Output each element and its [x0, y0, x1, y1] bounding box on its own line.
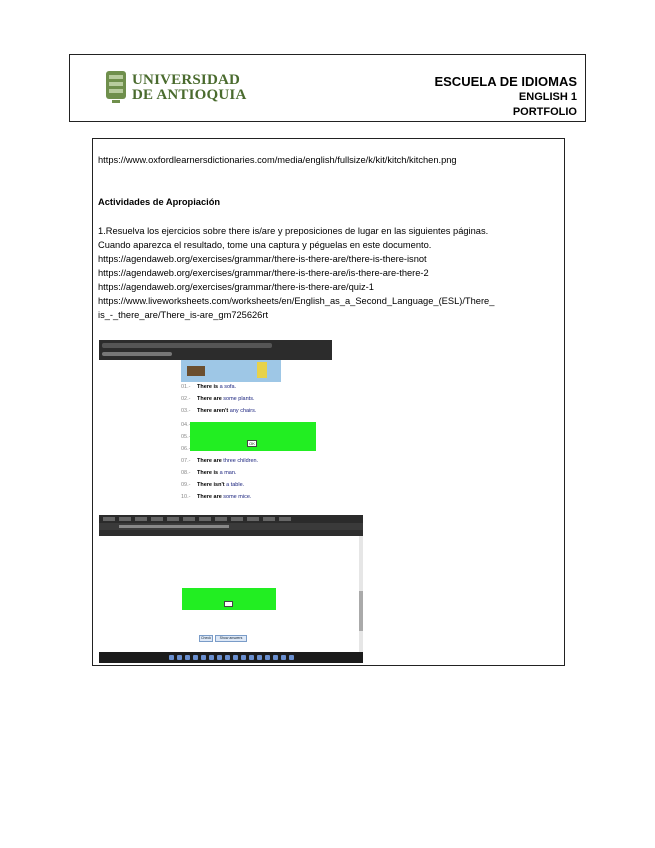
exercise-item	[181, 494, 251, 501]
content-box	[92, 138, 565, 666]
browser-bar	[99, 340, 332, 360]
exercise-rest: a table.	[224, 482, 245, 488]
exercise-number: 01.-	[181, 384, 191, 390]
university-name-line1: UNIVERSIDAD	[132, 72, 241, 88]
exercise-item	[181, 408, 256, 415]
ok-button[interactable]: OK	[247, 440, 257, 447]
document-header	[69, 54, 586, 122]
exercise-number: 10.-	[181, 494, 191, 500]
school-block	[434, 74, 577, 120]
exercise-answer: There are	[197, 396, 222, 402]
taskbar	[99, 652, 363, 663]
exercise-rest: a sofa.	[218, 384, 237, 390]
exercise-picture	[181, 360, 281, 382]
exercise-number: 08.-	[181, 470, 191, 476]
show-answers-button[interactable]: Show answers	[215, 635, 247, 642]
exercise-item	[181, 384, 236, 391]
exercise-number: 03.-	[181, 408, 191, 414]
exercise-link-4a[interactable]: https://www.liveworksheets.com/worksheets/en/English_as_a_Second_Language_(ESL)/There_	[98, 296, 495, 306]
exercise-link-3[interactable]: https://agendaweb.org/exercises/grammar/there-is-there-are/quiz-1	[98, 282, 374, 292]
address-bar	[99, 523, 363, 530]
exercise-link-1[interactable]: https://agendaweb.org/exercises/grammar/there-is-there-are/there-is-there-isnot	[98, 254, 427, 264]
scrollbar[interactable]	[359, 536, 363, 652]
exercise-number: 06.-	[181, 446, 191, 452]
exercise-number: 07.-	[181, 458, 191, 464]
exercise-answer: There isn't	[197, 482, 225, 488]
kitchen-link[interactable]: https://www.oxfordlearnersdictionaries.com/media/english/fullsize/k/kit/kitch/kitchen.png	[98, 155, 457, 165]
exercise-answer: There are	[197, 458, 222, 464]
exercise-rest: a man.	[218, 470, 237, 476]
exercise-rest: three children.	[221, 458, 259, 464]
instruction-line-1: 1.Resuelva los ejercicios sobre there is/are y preposiciones de lugar en las siguientes páginas.	[98, 226, 489, 236]
course-name: ENGLISH 1	[518, 91, 577, 103]
exercise-item	[181, 396, 254, 403]
exercise-number: 05.-	[181, 434, 191, 440]
browser-tabs	[99, 515, 363, 523]
university-logo	[104, 69, 254, 109]
exercise-rest: some plants.	[221, 396, 255, 402]
exercise-link-2[interactable]: https://agendaweb.org/exercises/grammar/there-is-there-are/is-there-are-there-2	[98, 268, 429, 278]
result-popup	[190, 422, 316, 451]
exercise-answer: There is	[197, 470, 219, 476]
document-type: PORTFOLIO	[512, 106, 577, 118]
result-popup-2	[182, 588, 276, 610]
exercise-answer: There are	[197, 494, 222, 500]
exercise-link-4b[interactable]: is_-_there_are/There_is-are_gm725626rt	[98, 310, 269, 320]
section-title: Actividades de Apropiación	[98, 197, 221, 207]
exercise-answer: There is	[197, 384, 219, 390]
instruction-line-2: Cuando aparezca el resultado, tome una captura y péguelas en este documento.	[98, 240, 432, 250]
school-name: ESCUELA DE IDIOMAS	[434, 74, 577, 89]
exercise-number: 09.-	[181, 482, 191, 488]
exercise-rest: any chairs.	[228, 408, 257, 414]
exercise-item	[181, 482, 244, 489]
exercise-number: 02.-	[181, 396, 191, 402]
seal-icon	[104, 69, 128, 105]
exercise-item	[181, 470, 236, 477]
exercise-number: 04.-	[181, 422, 191, 428]
exercise-answer: There aren't	[197, 408, 229, 414]
exercise-item	[181, 458, 258, 465]
exercise-rest: some mice.	[221, 494, 252, 500]
ok-button-2[interactable]	[224, 601, 233, 607]
university-name-line2: DE ANTIOQUIA	[132, 87, 247, 103]
screenshot-exercise-1	[99, 340, 332, 500]
check-button[interactable]: Check	[199, 635, 213, 642]
screenshot-exercise-2	[99, 515, 363, 663]
